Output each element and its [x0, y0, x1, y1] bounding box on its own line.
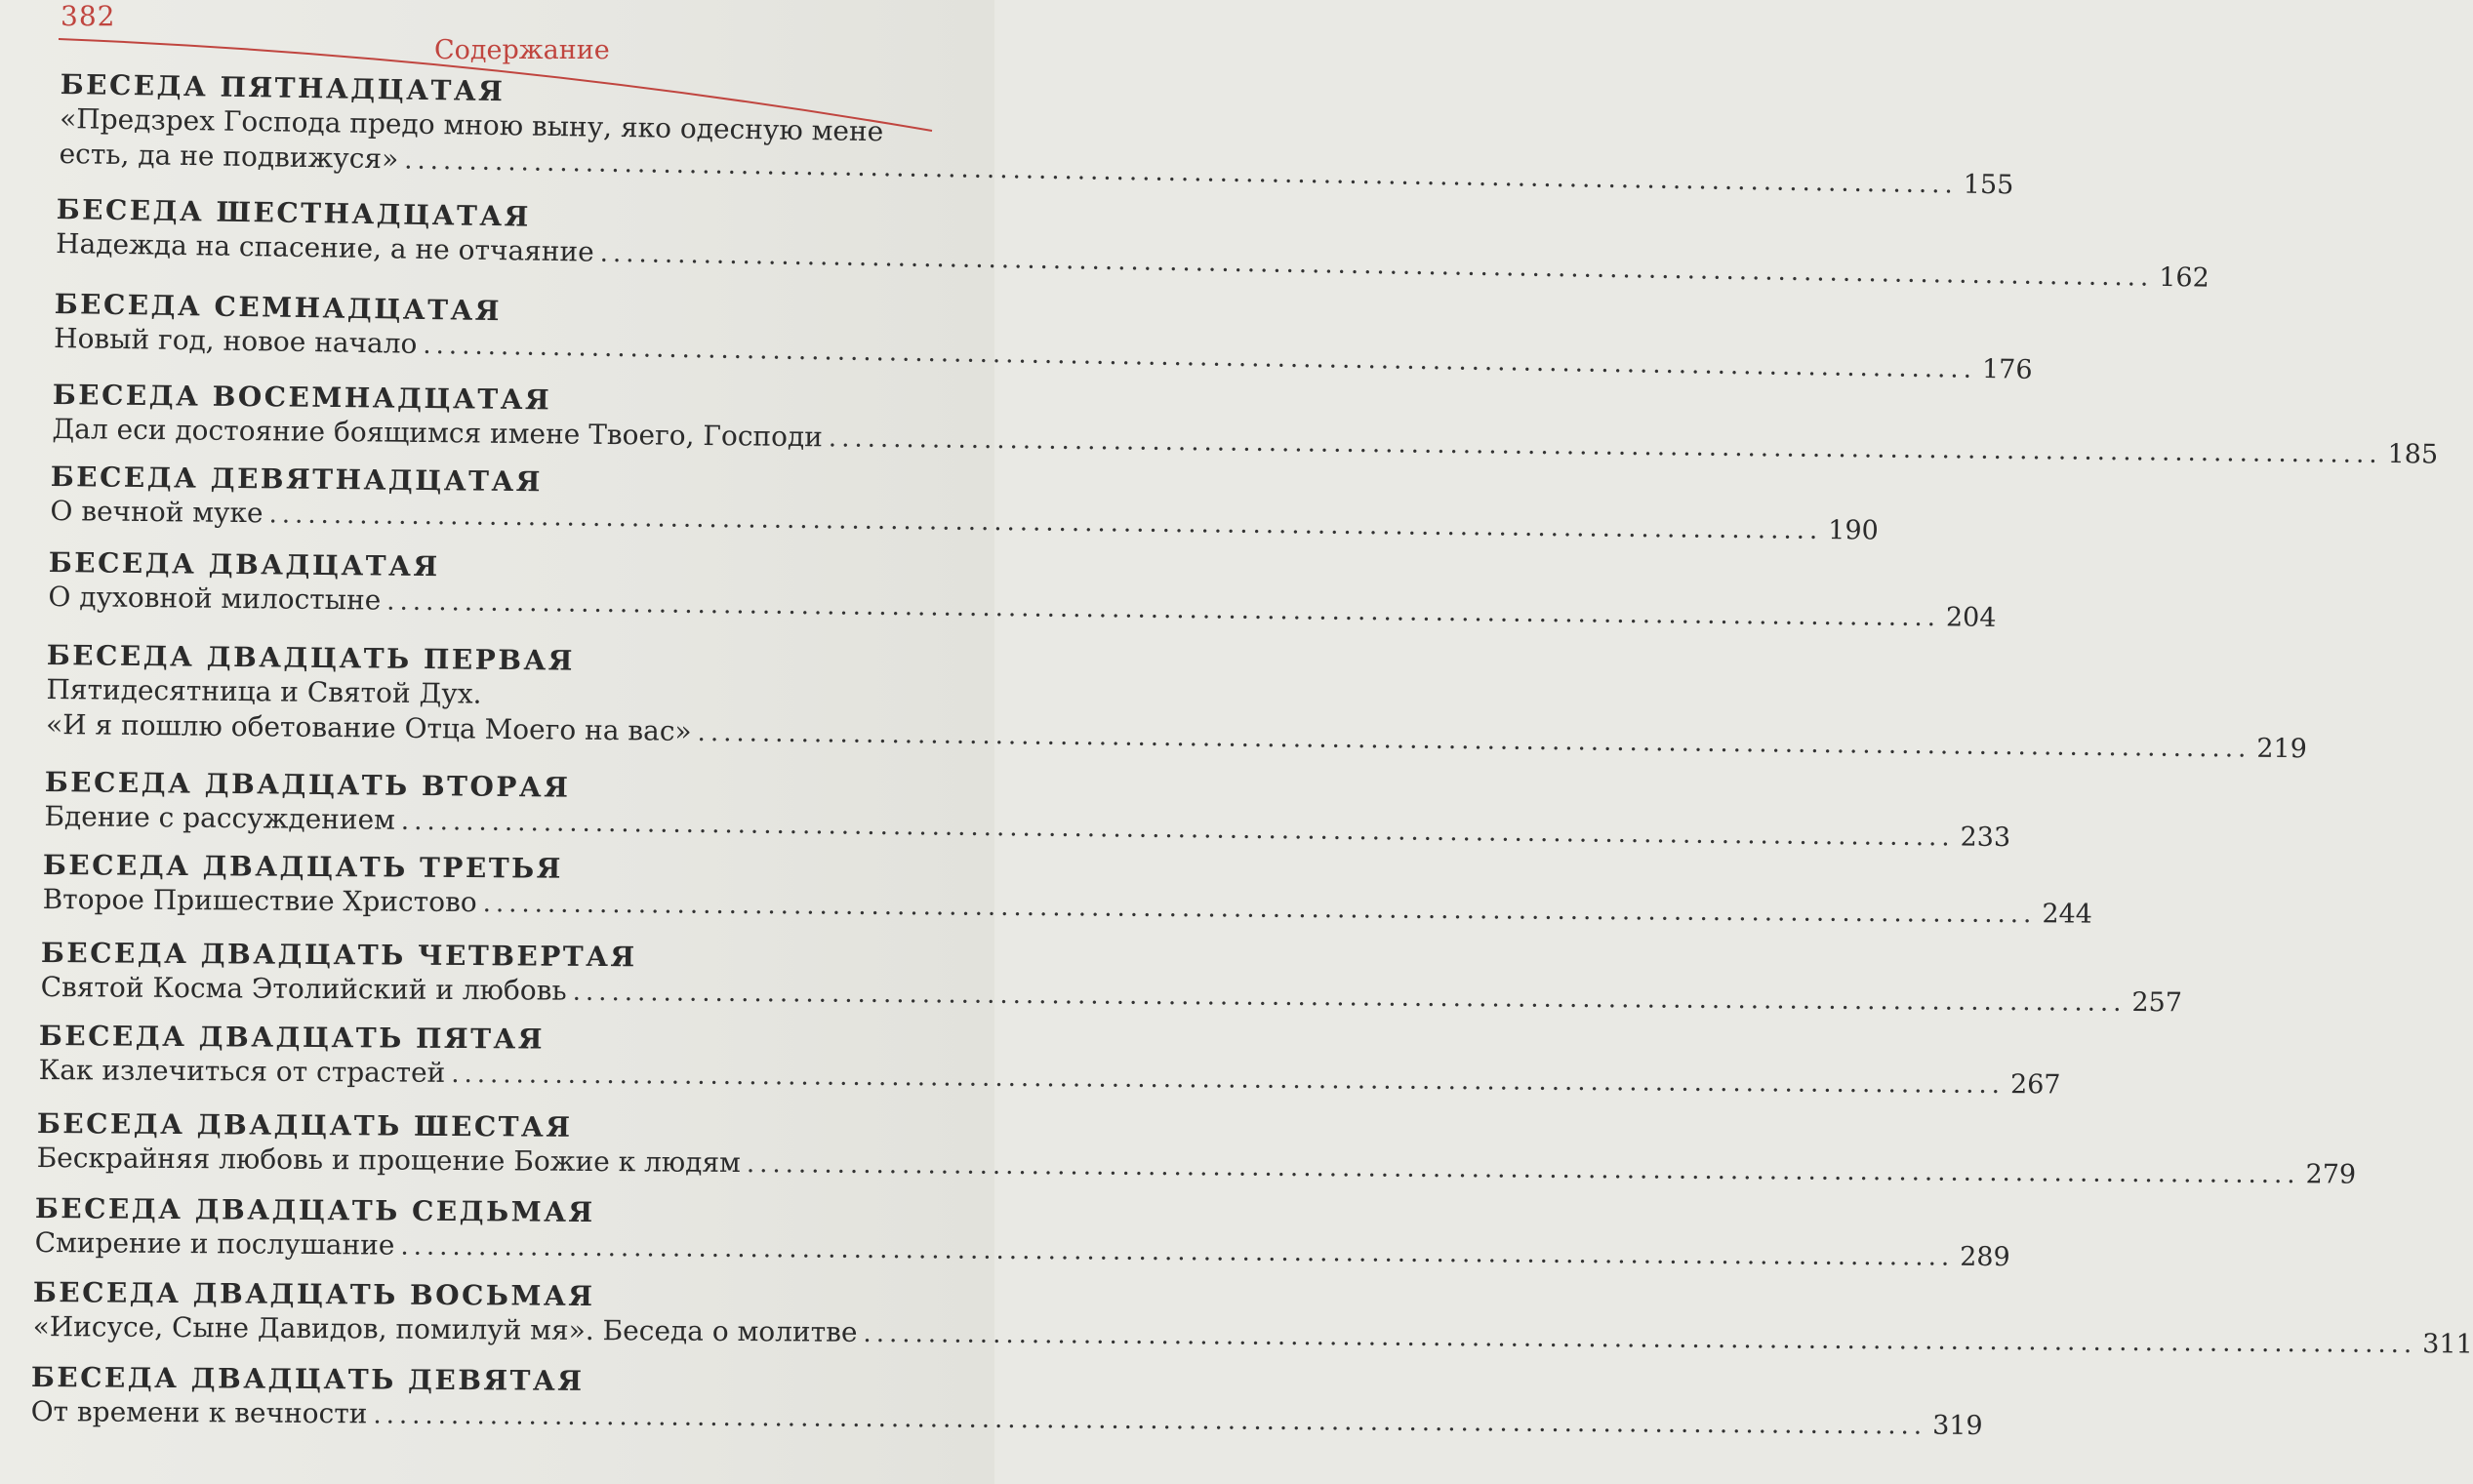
toc-entry[interactable]	[40, 937, 2183, 1019]
page-reference: 244	[2042, 899, 2093, 930]
toc-entry[interactable]	[42, 849, 2093, 930]
page-reference: 233	[1960, 822, 2011, 854]
talk-subtitle-line: Пятидесятница и Святой Дух.	[46, 672, 482, 710]
page-reference: 176	[1981, 354, 2033, 385]
toc-entry[interactable]	[53, 288, 2033, 385]
talk-title: БЕСЕДА ПЯТНАДЦАТАЯ	[60, 68, 506, 108]
talk-title: БЕСЕДА ДВАДЦАТЬ ШЕСТАЯ	[36, 1107, 573, 1143]
talk-subtitle: Смирение и послушание	[34, 1225, 395, 1262]
page-reference: 267	[2009, 1069, 2061, 1101]
running-head: Содержание	[434, 35, 610, 65]
leader-dots: ........................................................................................................................	[828, 423, 2382, 469]
leader-dots: ........................................................................................................................	[697, 717, 2251, 764]
toc-entry[interactable]	[59, 68, 2014, 201]
leader-dots: ........................................................................................................................	[572, 977, 2127, 1018]
talk-subtitle: Как излечиться от страстей	[38, 1053, 446, 1089]
page-reference: 279	[2305, 1159, 2357, 1190]
toc-entry[interactable]	[50, 461, 1879, 546]
page-reference: 219	[2256, 733, 2308, 765]
toc-row	[48, 580, 1997, 633]
toc-entry[interactable]	[30, 1361, 1983, 1441]
page-reference: 162	[2159, 261, 2210, 294]
toc-row	[38, 1053, 2061, 1101]
leader-dots: ........................................................................................................................	[400, 1231, 1955, 1272]
talk-title: БЕСЕДА ДВАДЦАТЬ СЕДЬМАЯ	[34, 1192, 595, 1229]
page-reference: 185	[2387, 439, 2439, 470]
talk-subtitle: О вечной муке	[50, 494, 264, 530]
toc-row	[42, 882, 2093, 930]
talk-subtitle: «Иисусе, Сыне Давидов, помилуй мя». Беседа о молитве	[32, 1309, 858, 1348]
leader-dots: ........................................................................................................................	[746, 1149, 2300, 1190]
leader-dots: ........................................................................................................................	[386, 586, 1941, 633]
page-number: 382	[61, 0, 116, 32]
leader-dots: ........................................................................................................................	[400, 806, 1955, 853]
toc-row	[36, 1141, 2357, 1190]
leader-dots: ........................................................................................................................	[599, 238, 2154, 293]
talk-title: БЕСЕДА ДВАДЦАТЬ ЧЕТВЕРТАЯ	[40, 937, 637, 974]
talk-title: БЕСЕДА ДВАДЦАТЬ ПЯТАЯ	[38, 1020, 546, 1056]
talk-title: БЕСЕДА ДВАДЦАТАЯ	[48, 546, 440, 583]
talk-subtitle: Бескрайняя любовь и прощение Божие к людям	[36, 1141, 742, 1180]
toc-entry[interactable]	[36, 1107, 2357, 1190]
toc-entry[interactable]	[48, 546, 1997, 633]
toc-entry[interactable]	[38, 1020, 2061, 1101]
talk-subtitle: Второе Пришествие Христово	[42, 882, 477, 919]
talk-subtitle: От времени к вечности	[30, 1394, 368, 1430]
toc-row	[32, 1309, 2473, 1360]
page-reference: 289	[1960, 1241, 2010, 1273]
talk-title: БЕСЕДА ВОСЕМНАДЦАТАЯ	[52, 379, 552, 417]
talk-subtitle: Новый год, новое начало	[53, 321, 418, 360]
toc-entry[interactable]	[45, 639, 2308, 765]
talk-subtitle-line: «Предзрех Господа предо мною выну, яко одесную мене	[59, 101, 884, 148]
leader-dots: ........................................................................................................................	[451, 1059, 2006, 1101]
page-reference: 204	[1945, 602, 1997, 633]
page-reference: 319	[1932, 1410, 1983, 1441]
talk-subtitle: Святой Косма Этолийский и любовь	[40, 970, 567, 1007]
talk-title: БЕСЕДА ДВАДЦАТЬ ТРЕТЬЯ	[42, 849, 564, 885]
talk-subtitle: Бдение с рассуждением	[44, 799, 396, 836]
toc-entry[interactable]	[52, 379, 2439, 470]
talk-subtitle: Дал еси достояние боящимся имене Твоего, Господи	[52, 412, 824, 454]
toc-entry[interactable]	[34, 1192, 2010, 1273]
toc-row	[30, 1394, 1983, 1441]
toc-row	[34, 1225, 2010, 1273]
toc-entry[interactable]	[32, 1276, 2473, 1360]
talk-title: БЕСЕДА СЕМНАДЦАТАЯ	[54, 288, 503, 328]
toc-entry[interactable]	[55, 193, 2210, 294]
toc-row	[45, 707, 2308, 765]
toc-row	[40, 970, 2183, 1019]
talk-subtitle: Надежда на спасение, а не отчаяние	[55, 226, 594, 268]
leader-dots: ........................................................................................................................	[482, 889, 2037, 930]
talk-subtitle: есть, да не подвижуся»	[59, 137, 399, 176]
page-reference: 155	[1963, 169, 2014, 201]
talk-subtitle: «И я пошлю обетование Отца Моего на вас»	[45, 707, 692, 747]
toc-row	[50, 494, 1879, 546]
talk-title: БЕСЕДА ДВАДЦАТЬ ВТОРАЯ	[44, 766, 571, 804]
leader-dots: ........................................................................................................................	[863, 1318, 2417, 1360]
talk-title: БЕСЕДА ДВАДЦАТЬ ПЕРВАЯ	[46, 639, 576, 677]
leader-dots: ........................................................................................................................	[423, 330, 1977, 384]
leader-dots: ........................................................................................................................	[268, 500, 1823, 546]
talk-title: БЕСЕДА ДВАДЦАТЬ ДЕВЯТАЯ	[30, 1361, 585, 1397]
toc-row	[44, 799, 2011, 854]
leader-dots: ........................................................................................................................	[373, 1400, 1927, 1441]
page-reference: 257	[2131, 986, 2183, 1019]
page-reference: 311	[2422, 1329, 2473, 1360]
leader-dots: ........................................................................................................................	[403, 145, 1959, 200]
toc-entry[interactable]	[44, 766, 2011, 854]
page-reference: 190	[1828, 515, 1879, 546]
talk-title: БЕСЕДА ШЕСТНАДЦАТАЯ	[56, 193, 532, 233]
talk-subtitle: О духовной милостыне	[48, 580, 382, 617]
talk-title: БЕСЕДА ДЕВЯТНАДЦАТАЯ	[50, 461, 544, 499]
talk-title: БЕСЕДА ДВАДЦАТЬ ВОСЬМАЯ	[32, 1276, 595, 1313]
